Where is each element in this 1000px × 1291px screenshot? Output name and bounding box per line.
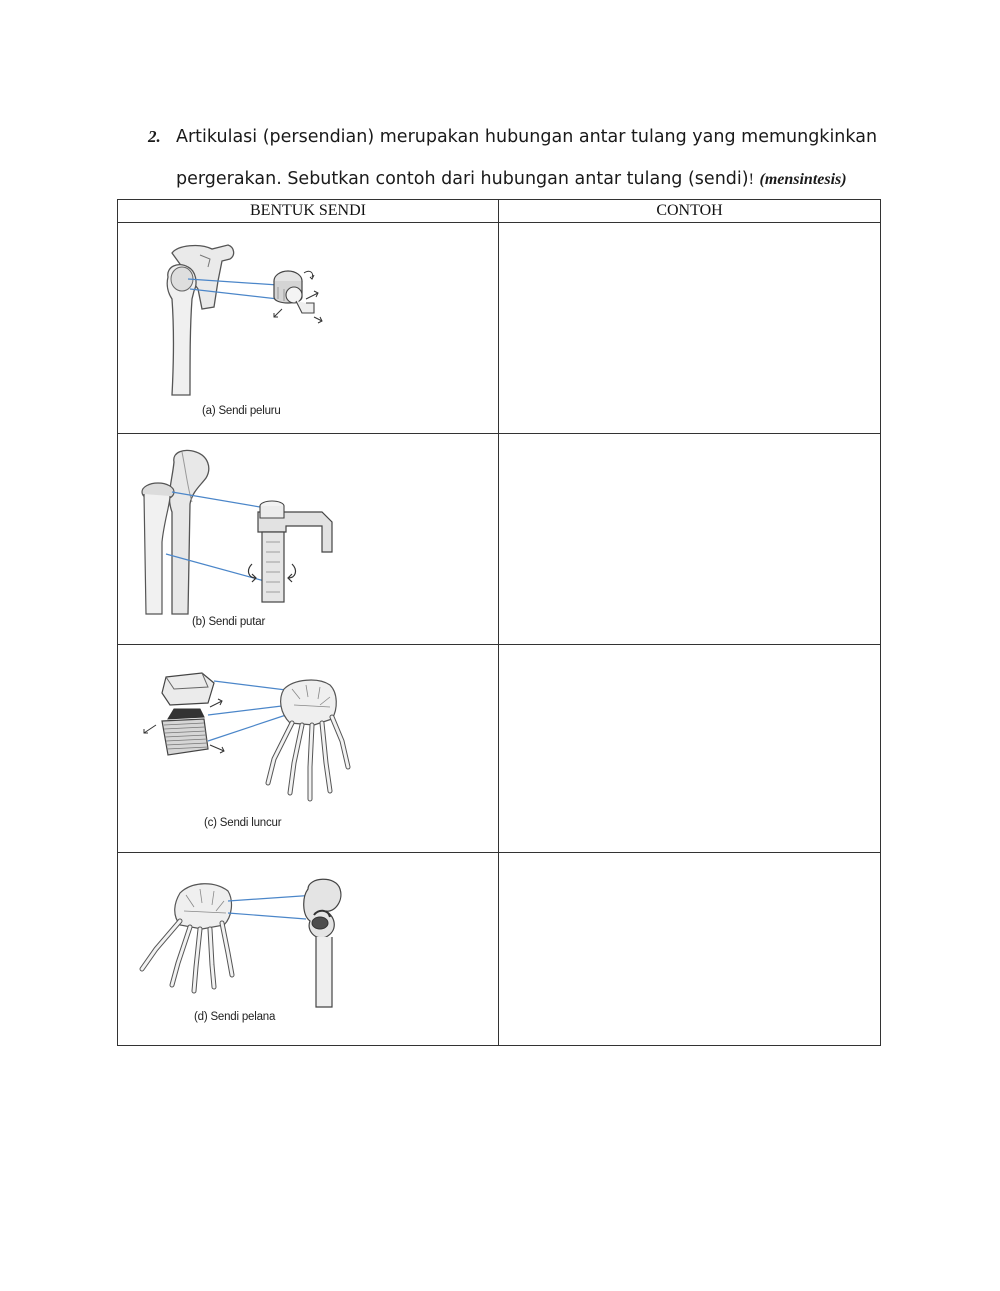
question-number: 2. (148, 127, 161, 146)
question-text-1: Artikulasi (persendian) merupakan hubungan antar tulang yang memungkinkan (176, 127, 878, 147)
answer-cell[interactable] (499, 853, 881, 1046)
question-exclamation: ! (748, 171, 754, 188)
joint-caption: (b) Sendi putar (192, 616, 266, 628)
saddle-joint-illustration (136, 871, 366, 1011)
answer-cell[interactable] (499, 223, 881, 434)
question-text-2: pergerakan. Sebutkan contoh dari hubungan antar tulang (sendi) (176, 169, 749, 189)
pivot-joint-illustration (136, 442, 366, 617)
question-line-1 (148, 116, 888, 158)
table-row (118, 645, 881, 853)
table-row (118, 223, 881, 434)
joint-image-cell (118, 645, 499, 853)
joint-image-cell (118, 434, 499, 645)
question-block (148, 116, 888, 201)
answer-cell[interactable] (499, 645, 881, 853)
question-tag: (mensintesis) (759, 171, 847, 188)
header-bentuk-sendi: BENTUK SENDI (118, 200, 499, 223)
joint-caption: (a) Sendi peluru (202, 405, 281, 417)
table-header-row (118, 200, 881, 223)
question-line-2 (148, 158, 888, 201)
joint-caption: (d) Sendi pelana (194, 1011, 276, 1023)
joints-table (117, 199, 881, 1046)
gliding-joint-illustration (134, 663, 364, 823)
ball-socket-joint-illustration (138, 237, 368, 397)
header-contoh: CONTOH (499, 200, 881, 223)
answer-cell[interactable] (499, 434, 881, 645)
joint-image-cell (118, 853, 499, 1046)
joint-image-cell (118, 223, 499, 434)
table-row (118, 853, 881, 1046)
joint-caption: (c) Sendi luncur (204, 817, 282, 829)
table-row (118, 434, 881, 645)
